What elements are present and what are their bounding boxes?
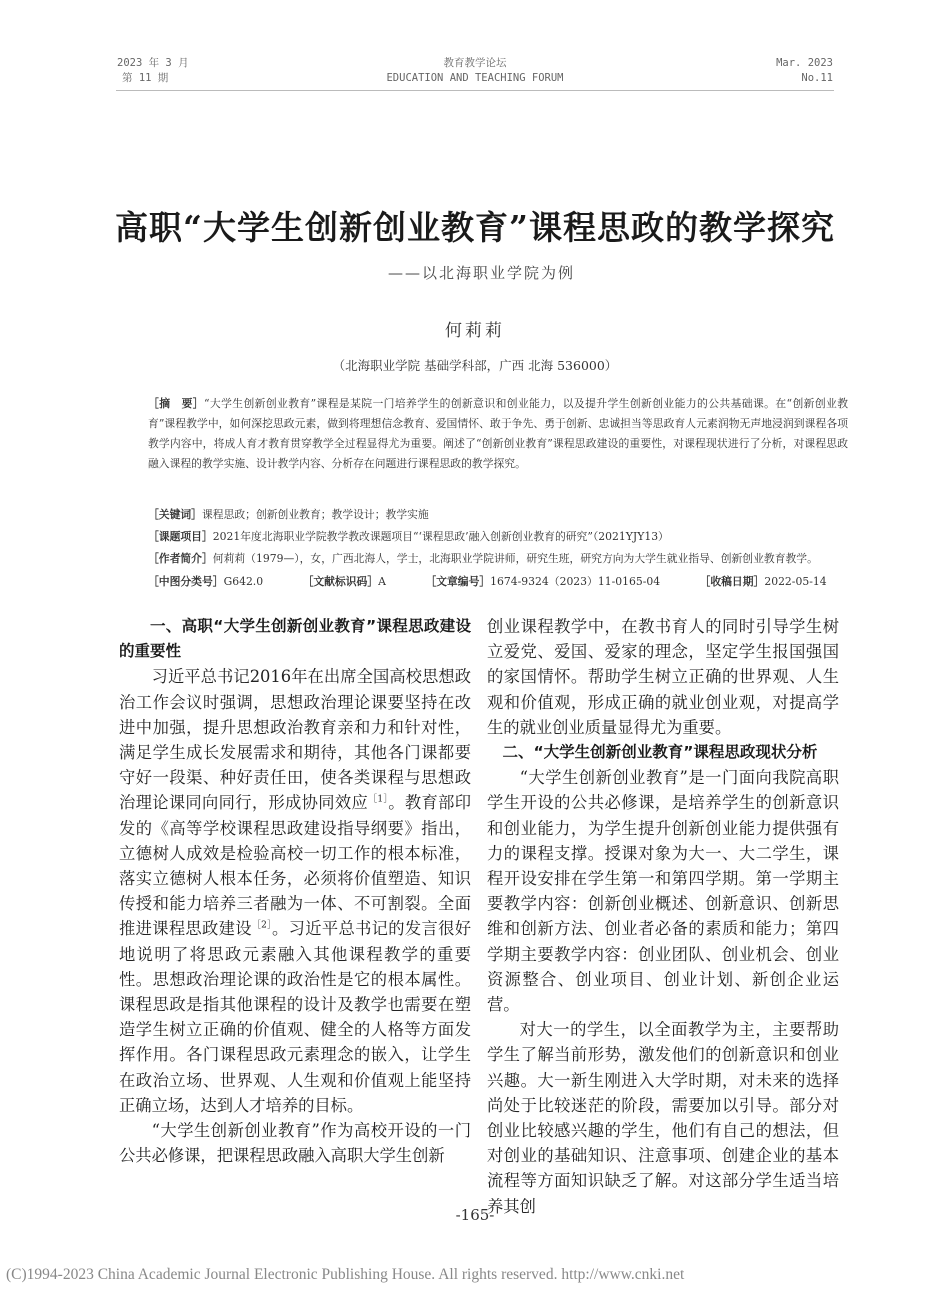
received-label: ［收稿日期］	[699, 575, 765, 588]
journal-date-en	[776, 56, 833, 86]
page-number: -165-	[455, 1206, 495, 1224]
abstract	[148, 394, 848, 474]
abstract-text: “大学生创新创业教育”课程是某院一门培养学生的创新意识和创业能力，以及提升学生创新创业能力的公共基础课。在“创新创业教育”课程教学中，如何深挖思政元素，做到将理想信念教育、爱国情怀、敢于争先、勇于创新、忠诚担当等思政育人元素润物无声地浸润到课程各项教学内容中，将成人育才教育贯穿教学全过程显得尤为重要。阐述了“创新创业教育”课程思政建设的重要性，对课程现状进行了分析，对课程思政融入课程的教学实施、设计教学内容、分析存在问题进行课程思政的教学探究。	[148, 397, 849, 470]
articleno-value: 1674-9324（2023）11-0165-04	[490, 575, 661, 588]
journal-name-en: EDUCATION AND TEACHING FORUM	[386, 72, 564, 84]
project-text: 2021年度北海职业学院教学教改课题项目“‘课程思政’融入创新创业教育的研究”（2021YJY13）	[212, 530, 669, 543]
keywords	[148, 505, 848, 525]
article-subtitle: ——以北海职业学院为例	[388, 264, 576, 282]
article-title: 高职“大学生创新创业教育”课程思政的教学探究	[115, 208, 835, 247]
body-column-left	[119, 614, 471, 1168]
author-affiliation: （北海职业学院 基础学科部，广西 北海 536000）	[332, 358, 618, 373]
issue-date: 2023 年 3 月	[117, 57, 189, 69]
doccode-value: A	[378, 575, 386, 588]
section-2-heading: 二、“大学生创新创业教育”课程思政现状分析	[502, 743, 818, 762]
project-label: ［课题项目］	[148, 530, 213, 543]
author-bio	[148, 549, 848, 569]
citation-2[interactable]: ［2］	[251, 921, 273, 932]
received-value: 2022-05-14	[764, 575, 827, 588]
section-1-heading: 一、高职“大学生创新创业教育”课程思政建设的重要性	[119, 617, 471, 661]
abstract-label: ［摘 要］	[148, 397, 204, 410]
copyright-notice: (C)1994-2023 China Academic Journal Electronic Publishing House. All rights reserved. http://www.cnki.net	[6, 1266, 685, 1283]
project	[148, 527, 848, 547]
issue-number-en: No.11	[801, 72, 833, 84]
author-name: 何莉莉	[445, 321, 505, 341]
author-bio-label: ［作者简介］	[148, 552, 213, 565]
citation-1[interactable]: ［1］	[368, 795, 389, 805]
section-2-paragraph-1: “大学生创新创业教育”是一门面向我院高职学生开设的公共必修课，是培养学生的创新意识和创业能力，为学生提升创新创业能力提供强有力的课程支撑。授课对象为大一、大二学生，课程开设安排在学生第一和第四学期。第一学期主要教学内容：创新创业概述、创新意识、创新思维和创新方法、创业者必备的素质和能力；第四学期主要教学内容：创业团队、创业机会、创业资源整合、创业项目、创业计划、新创企业运营。	[487, 768, 839, 1015]
clc-label: ［中图分类号］	[148, 575, 224, 588]
doccode-label: ［文献标识码］	[302, 575, 379, 588]
author-bio-text: 何莉莉（1979—），女，广西北海人，学士，北海职业学院讲师，研究生班，研究方向为大学生就业指导、创新创业教育教学。	[212, 552, 818, 565]
journal-name-cn: 教育教学论坛	[443, 57, 507, 69]
issue-number: 第 11 期	[122, 72, 169, 84]
section-1-paragraph-2-start: “大学生创新创业教育”作为高校开设的一门公共必修课，把课程思政融入高职大学生创新	[119, 1121, 471, 1166]
clc-value: G642.0	[223, 575, 264, 588]
issue-date-en: Mar. 2023	[776, 57, 833, 69]
articleno-label: ［文章编号］	[425, 575, 491, 588]
keywords-text: 课程思政；创新创业教育；教学设计；教学实施	[201, 508, 429, 521]
section-1-paragraph-2-end: 创业课程教学中，在教书育人的同时引导学生树立爱党、爱国、爱家的理念，坚定学生报国强国的家国情怀。帮助学生树立正确的世界观、人生观和价值观，形成正确的就业创业观，对提高学生的就业创业质量显得尤为重要。	[487, 617, 839, 737]
classification-line	[148, 572, 848, 592]
body-column-right	[487, 614, 839, 1219]
header-divider	[116, 90, 834, 91]
section-2-paragraph-2: 对大一的学生，以全面教学为主，主要帮助学生了解当前形势，激发他们的创新意识和创业兴趣。大一新生刚进入大学时期，对未来的选择尚处于比较迷茫的阶段，需要加以引导。部分对创业比较感兴趣的学生，他们有自己的想法，但对创业的基础知识、注意事项、创建企业的基本流程等方面知识缺乏了解。对这部分学生适当培养其创	[487, 1020, 839, 1216]
keywords-label: ［关键词］	[148, 508, 202, 521]
section-1-paragraph-1: 习近平总书记2016年在出席全国高校思想政治工作会议时强调，思想政治理论课要坚持在改进中加强，提升思想政治教育亲和力和针对性，满足学生成长发展需求和期待，其他各门课都要守好一段渠、种好责任田，使各类课程与思想政治理论课同向同行，形成协同效应$^{[1]}$。教育部印发的《高等学校课程思政建设指导纲要》指出，立德树人成效是检验高校一切工作的根本标准，落实立德树人根本任务，必须将价值塑造、知识传授和能力培养三者融为一体、不可割裂。全面推进课程思政建设$^{[2]}$。习近平总书记的发言很好地说明了将思政元素融入其他课程教学的重要性。思想政治理论课的政治性是它的根本属性。课程思政是指其他课程的设计及教学也需要在塑造学生树立正确的价值观、健全的人格等方面发挥作用。各门课程思政元素理念的嵌入，让学生在政治立场、世界观、人生观和价值观上能坚持正确立场，达到人才培养的目标。	[119, 667, 471, 1115]
